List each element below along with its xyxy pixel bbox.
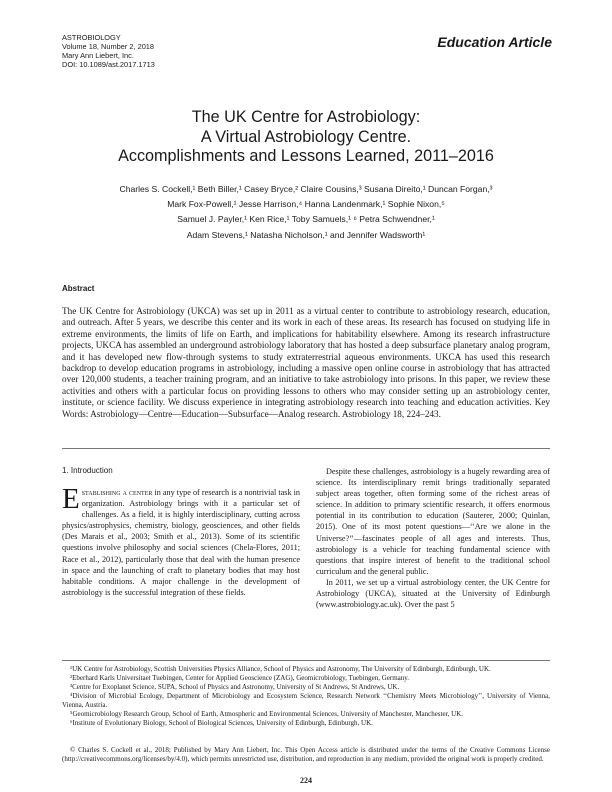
body-column-right [316,466,550,610]
article-type: Education Article [437,34,552,50]
author-list [62,182,550,243]
footnote: ⁶Institute of Evolutionary Biology, School of Biological Sciences, University of Edinburgh, Edinburgh, UK. [70,719,373,727]
author-line: Charles S. Cockell,¹ Beth Biller,¹ Casey Bryce,² Claire Cousins,³ Susana Direito,¹ Duncan Forgan,³ [119,184,493,194]
author-line: Mark Fox-Powell,¹ Jesse Harrison,⁴ Hanna Landenmark,¹ Sophie Nixon,⁵ [167,199,445,210]
journal-doi[interactable]: DOI: 10.1089/ast.2017.1713 [62,60,155,69]
footnote-divider [62,660,550,661]
footnote: ⁵Geomicrobiology Research Group, School of Earth, Atmospheric and Environmental Sciences, University of Manchester, Manchester, UK. [70,710,463,718]
body-paragraph: Despite these challenges, astrobiology is a hugely rewarding area of science. Its interdisciplinary remit brings traditionally separated subject areas together, often forming some of the richest areas of science. In addition to primary scientific research, it offers enormous potential in its contribution to education (Sauterer, 2000; Quinlan, 2015). One of its most potent questions—‘‘Are we alone in the Universe?’’—fascinates people of all ages and interests. Thus, astrobiology is a vehicle for teaching fundamental science with questions that inspire interest of benefit to the traditional school curriculum and the general public. [316,467,550,576]
title-line: Accomplishments and Lessons Learned, 2011–2016 [118,147,494,165]
title-line: The UK Centre for Astrobiology: [191,108,421,126]
journal-publisher: Mary Ann Liebert, Inc. [62,51,134,60]
abstract-text: The UK Centre for Astrobiology (UKCA) was set up in 2011 as a virtual center to contribute to astrobiology research, education, and outreach. After 5 years, we describe this center and its work in each of these areas. Its research has focused on studying life in extreme environments, the limits of life on Earth, and implications for habitability elsewhere. Among its research infrastructure projects, UKCA has assembled an underground astrobiology laboratory that has hosted a deep subsurface planetary analog program, and it has developed new flow-through systems to study extraterrestrial aqueous environments. UKCA has used this research backdrop to develop education programs in astrobiology, including a massive open online course in astrobiology that has attracted over 120,000 students, a teacher training program, and an initiative to take astrobiology into prisons. In this paper, we review these activities and others with a particular focus on providing lessons to others who may consider setting up an astrobiology center, institute, or science facility. We discuss experience in integrating astrobiology research into teaching and education activities. Key Words: Astrobiology—Centre—Education—Subsurface—Analog research. Astrobiology 18, 224–243. [62,306,550,419]
journal-meta [62,33,155,69]
body-paragraph: In 2011, we set up a virtual astrobiology center, the UK Centre for Astrobiology (UKCA), situated at the University of Edinburgh (www.astrobiology.ac.uk). Over the past 5 [316,577,550,610]
footnote: ³Centre for Exoplanet Science, SUPA, School of Physics and Astronomy, University of St Andrews, St Andrews, UK. [70,683,400,691]
page-number: 224 [300,776,312,785]
journal-volume: Volume 18, Number 2, 2018 [62,42,155,51]
drop-cap: E [62,483,80,515]
title-line: A Virtual Astrobiology Centre. [200,127,412,146]
footnote: ⁴Division of Microbial Ecology, Department of Microbiology and Ecosystem Science, Research Network ‘‘Chemistry Meets Microbiology’’, University of Vienna, Vienna, Austria. [62,692,550,709]
journal-name: ASTROBIOLOGY [62,33,121,42]
affiliation-footnotes [62,665,550,728]
author-line: Samuel J. Payler,¹ Ken Rice,¹ Toby Samuels,¹ ⁶ Petra Schwendner,¹ [177,214,435,225]
lead-in-smallcaps: stablishing a center [81,488,153,497]
intro-paragraph-text: in any type of research is a nontrivial task in organization. Astrobiology brings with it a particular set of challenges. As a field, it is highly interdisciplinary, cutting across physics/astrophysics, chemistry, biology, geosciences, and other fields (Des Marais et al., 2003; Smith et al., 2013). Some of its scientific questions involve philosophy and social sciences (Chela-Flores, 2011; Race et al., 2012), particularly those that deal with the human presence in space and the launching of craft to planetary bodies that may host habitable conditions. A major challenge in the development of astrobiology is the successful integration of these fields. [62,488,300,597]
abstract-divider [62,448,550,449]
author-line: Adam Stevens,¹ Natasha Nicholson,¹ and Jennifer Wadsworth¹ [186,229,426,240]
intro-paragraph [62,483,300,598]
abstract-heading: Abstract [62,284,95,293]
footnote: ²Eberhard Karls Universitaet Tuebingen, Center for Applied Geoscience (ZAG), Geomicrobiology, Tuebingen, Germany. [70,674,410,682]
license-notice: © Charles S. Cockell et al., 2018; Published by Mary Ann Liebert, Inc. This Open Access article is distributed under the terms of the Creative Commons License (http://creativecommons.org/licenses/by/4.0), which permits unrestricted use, distribution, and reproduction in any medium, provided the original work is properly credited. [62,746,550,763]
article-title [62,108,550,167]
body-column-left [62,483,300,598]
footnote: ¹UK Centre for Astrobiology, Scottish Universities Physics Alliance, School of Physics and Astronomy, The University of Edinburgh, Edinburgh, UK. [70,665,491,673]
section-heading-introduction: 1. Introduction [62,466,113,475]
